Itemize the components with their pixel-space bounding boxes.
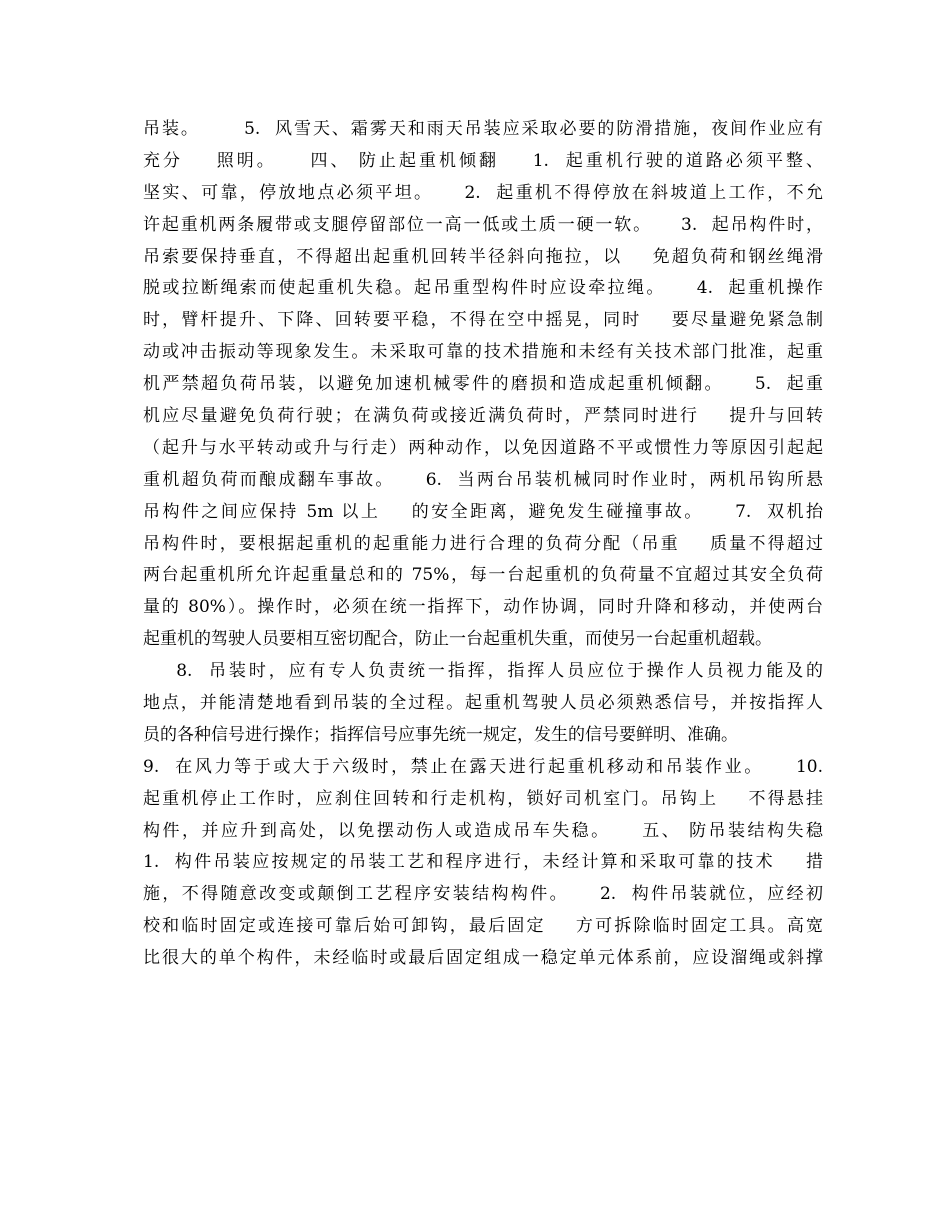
text-line: 地点，并能清楚地看到吊装的全过程。起重机驾驶人员必须熟悉信号，并按指挥人 (143, 693, 823, 714)
text-line: 吊装。 5. 风雪天、霜雾天和雨天吊装应采取必要的防滑措施，夜间作业应有 (143, 119, 823, 139)
text-line: 重机超负荷而酿成翻车事故。 6. 当两台吊装机械同时作业时，两机吊钩所悬 (143, 469, 823, 490)
text-line: 9. 在风力等于或大于六级时，禁止在露天进行起重机移动和吊装作业。 10. (143, 756, 823, 777)
text-line: 时，臂杆提升、下降、回转要平稳，不得在空中摇晃，同时 要尽量避免紧急制 (143, 310, 823, 331)
text-line: 动或冲击振动等现象发生。未采取可靠的技术措施和未经有关技术部门批准，起重 (143, 342, 823, 363)
text-line: 吊索要保持垂直，不得超出起重机回转半径斜向拖拉，以 免超负荷和钢丝绳滑 (143, 246, 823, 267)
text-line: 许起重机两条履带或支腿停留部位一高一低或土质一硬一软。 3. 起吊构件时， (143, 214, 823, 235)
text-line: 校和临时固定或连接可靠后始可卸钩，最后固定 方可拆除临时固定工具。高宽 (143, 916, 823, 937)
text-line: 比很大的单个构件，未经临时或最后固定组成一稳定单元体系前，应设溜绳或斜撑 (143, 948, 823, 969)
text-line: 施，不得随意改变或颠倒工艺程序安装结构构件。 2. 构件吊装就位，应经初 (143, 884, 823, 905)
text-line: 员的各种信号进行操作；指挥信号应事先统一规定，发生的信号要鲜明、准确。 (143, 724, 738, 745)
text-line: 起重机停止工作时，应刹住回转和行走机构，锁好司机室门。吊钩上 不得悬挂 (143, 788, 823, 809)
text-line: 构件，并应升到高处，以免摆动伤人或造成吊车失稳。 五、 防吊装结构失稳 (143, 820, 823, 841)
text-line: 起重机的驾驶人员要相互密切配合，防止一台起重机失重，而使另一台起重机超载。 (143, 629, 772, 650)
text-line: 吊构件之间应保持 5m 以上 的安全距离，避免发生碰撞事故。 7. 双机抬 (143, 501, 823, 522)
text-line: 脱或拉断绳索而使起重机失稳。起吊重型构件时应设牵拉绳。 4. 起重机操作 (143, 278, 823, 299)
text-line: 充分 照明。 四、 防止起重机倾翻 1. 起重机行驶的道路必须平整、 (143, 150, 823, 171)
text-line: 两台起重机所允许起重量总和的 75%，每一台起重机的负荷量不宜超过其安全负荷 (143, 565, 823, 586)
body-text (143, 114, 823, 975)
text-line: 8. 吊装时，应有专人负责统一指挥，指挥人员应位于操作人员视力能及的 (143, 661, 823, 682)
text-line: 机严禁超负荷吊装，以避免加速机械零件的磨损和造成起重机倾翻。 5. 起重 (143, 374, 823, 395)
text-line: 坚实、可靠，停放地点必须平坦。 2. 起重机不得停放在斜坡道上工作，不允 (143, 182, 823, 203)
text-line: （起升与水平转动或升与行走）两种动作，以免因道路不平或惯性力等原因引起起 (143, 437, 823, 458)
text-line: 机应尽量避免负荷行驶；在满负荷或接近满负荷时，严禁同时进行 提升与回转 (143, 406, 823, 427)
text-line: 量的 80%）。操作时，必须在统一指挥下，动作协调，同时升降和移动，并使两台 (143, 597, 823, 618)
text-line: 1. 构件吊装应按规定的吊装工艺和程序进行，未经计算和采取可靠的技术 措 (143, 852, 823, 873)
text-line: 吊构件时，要根据起重机的起重能力进行合理的负荷分配（吊重 质量不得超过 (143, 533, 823, 554)
